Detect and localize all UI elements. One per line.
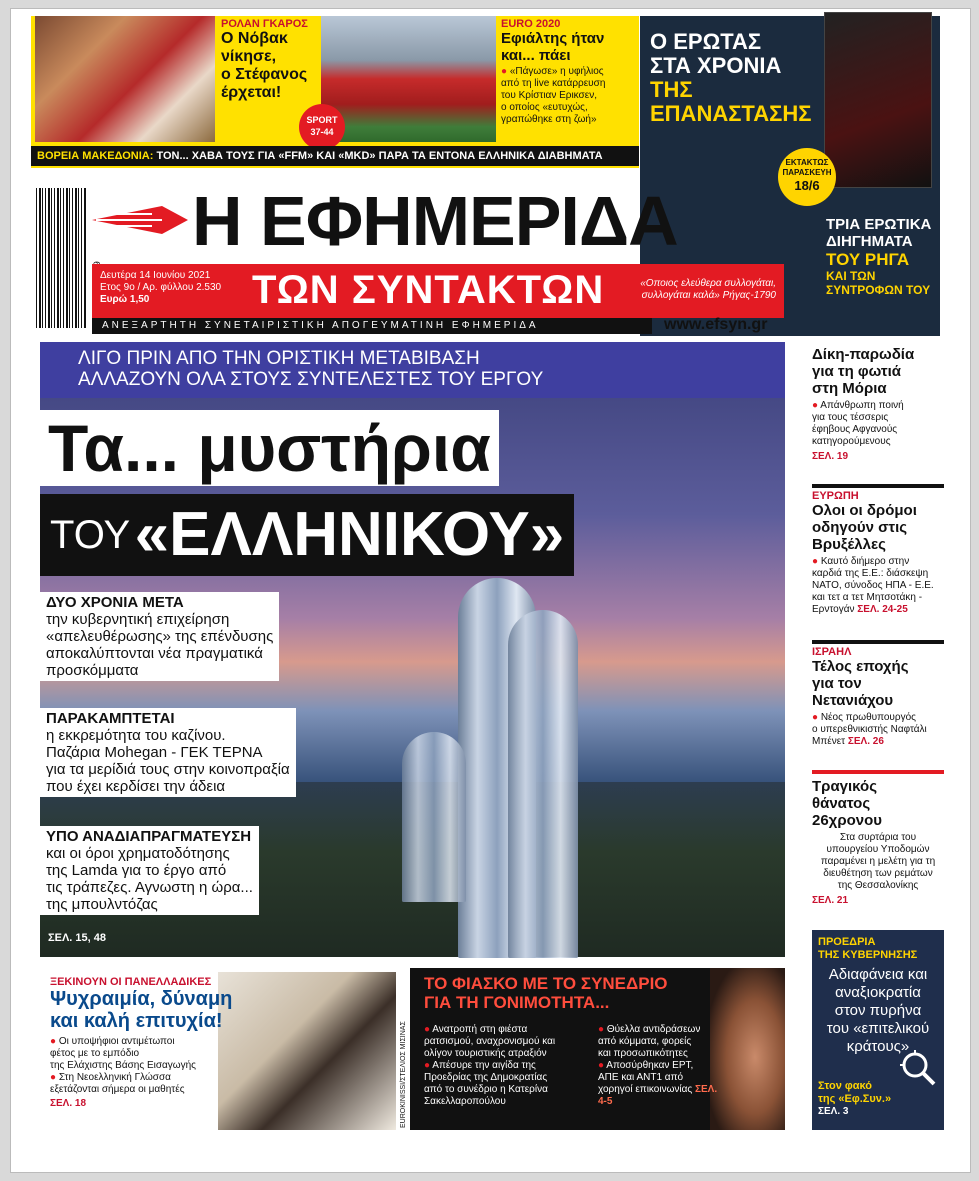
side-kicker: ΕΥΡΩΠΗ (812, 490, 859, 502)
lead-line: και οι όροι χρηματοδότησης (46, 845, 230, 862)
exams-headline-line: Ψυχραιμία, δύναμη (50, 988, 233, 1010)
sport-badge-label: SPORT (306, 115, 338, 125)
fertility-body-line: Αποσύρθηκαν ΕΡΤ, (606, 1060, 694, 1071)
promo-title-line: Ο ΕΡΩΤΑΣ (650, 29, 762, 54)
fertility-right-body (598, 1024, 718, 1108)
exams-body-line: Στη Νεοελληνική Γλώσσα (58, 1072, 171, 1083)
exams-text (50, 976, 250, 1109)
promo-subtitle-line: ΤΡΙΑ ΕΡΩΤΙΚΑ (826, 216, 932, 233)
fertility-headline (424, 974, 668, 1012)
main-headline-2-main: «ΕΛΛΗΝΙΚΟΥ» (134, 500, 565, 569)
side-body-line: καρδιά της Ε.Ε.: διάσκεψη (812, 568, 929, 579)
site-url-link[interactable]: www.efsyn.gr (664, 316, 768, 333)
lead-block (40, 826, 259, 915)
tennis-kicker: ΡΟΛΑΝ ΓΚΑΡΟΣ (221, 18, 308, 30)
side-body-line: έφηβους Αφγανούς (812, 424, 898, 435)
lead-line: η εκκρεμότητα του καζίνου. (46, 727, 226, 744)
tennis-photo (35, 16, 215, 142)
magnifier-icon (898, 1048, 938, 1088)
masthead-date: Δευτέρα 14 Ιουνίου 2021 (100, 270, 211, 281)
promo-subtitle-line: ΚΑΙ ΤΩΝ (826, 269, 876, 283)
side-body-line: κατηγορούμενους (812, 436, 891, 447)
side-body (812, 400, 944, 448)
macedonia-bar[interactable] (31, 146, 639, 166)
side-story[interactable] (812, 778, 944, 906)
tennis-headline-line: νίκησε, (221, 48, 277, 65)
exams-body-line: Οι υποψήφιοι αντιμέτωποι (58, 1036, 175, 1047)
masthead-quote (606, 278, 776, 302)
exams-body (50, 1036, 250, 1096)
side-headline (812, 658, 944, 709)
macedonia-bar-label: ΒΟΡΕΙΑ ΜΑΚΕΔΟΝΙΑ: (37, 150, 154, 162)
exams-page: ΣΕΛ. 18 (50, 1098, 87, 1109)
masthead-tagline: ΑΝΕΞΑΡΤΗΤΗ ΣΥΝΕΤΑΙΡΙΣΤΙΚΗ ΑΠΟΓΕΥΜΑΤΙΝΗ ΕΦΗΜΕΡΙΔΑ (92, 318, 652, 334)
bullet-icon: ● (812, 556, 819, 567)
tennis-headline (221, 30, 321, 102)
lead-line: που έχει κερδίσει την άδεια (46, 778, 226, 795)
masthead-red-bar (92, 264, 784, 318)
euro-headline-line: Εφιάλτης ήταν (501, 30, 605, 47)
side-headline (812, 778, 944, 829)
masthead-subtitle: ΤΩΝ ΣΥΝΤΑΚΤΩΝ (252, 268, 605, 312)
bullet-icon: ● (812, 712, 819, 723)
fertility-body-line: Σακελλαροπούλου (424, 1096, 506, 1107)
promo-subtitle-line: ΤΟΥ ΡΗΓΑ (826, 250, 910, 269)
side-headline-line: 26χρονου (812, 812, 882, 829)
fertility-body-line: χορηγοί επικοινωνίας (598, 1084, 693, 1095)
exams-kicker: ΞΕΚΙΝΟΥΝ ΟΙ ΠΑΝΕΛΛΑΔΙΚΕΣ (50, 976, 212, 988)
bullet-icon: ● (50, 1036, 57, 1047)
lead-bold: ΔΥΟ ΧΡΟΝΙΑ ΜΕΤΑ (46, 594, 184, 611)
side-body-line: Μπένετ (812, 736, 846, 747)
euro-body (501, 66, 635, 126)
gov-page: ΣΕΛ. 3 (818, 1106, 849, 1117)
fertility-body-line: Θύελλα αντιδράσεων (606, 1024, 701, 1035)
pregnant-woman-photo (710, 968, 785, 1130)
side-body-line: ο υπερεθνικιστής Ναφτάλι (812, 724, 927, 735)
macedonia-bar-text: ΤΟΝ... ΧΑΒΑ ΤΟΥΣ ΓΙΑ «FFM» ΚΑΙ «MKD» ΠΑΡΑ ΤΑ ΕΝΤΟΝΑ ΕΛΛΗΝΙΚΑ ΔΙΑΒΗΜΑΤΑ (156, 150, 603, 162)
exams-body-line: φέτος με το εμπόδιο (50, 1048, 140, 1059)
euro-body-line: ο οποίος «ευτυχώς, (501, 102, 588, 113)
bullet-icon: ● (501, 66, 508, 77)
lead-line: για τα μερίδιά τους στην κοινοπραξία (46, 761, 290, 778)
side-headline-line: Δίκη-παρωδία (812, 346, 915, 363)
gov-focus-line: της «Εφ.Συν.» (818, 1093, 892, 1105)
book-cover-image (824, 12, 932, 188)
euro-body-line: από τη live κατάρρευση (501, 78, 606, 89)
side-headline-line: Τέλος εποχής (812, 658, 909, 675)
side-headline-line: Τραγικός (812, 778, 878, 795)
side-body-line: Νέος πρωθυπουργός (820, 712, 916, 723)
football-photo (321, 16, 496, 142)
side-body-line: και τετ α τετ Μητσοτάκη - (812, 592, 923, 603)
tower-image (508, 610, 578, 958)
barcode (36, 188, 86, 328)
gov-headline-line: στον πυρήνα (834, 1002, 922, 1019)
euro-story[interactable] (501, 18, 635, 126)
side-headline-line: για τη φωτιά (812, 363, 901, 380)
side-body-line: Ερντογάν (812, 604, 855, 615)
side-headline (812, 502, 944, 553)
fertility-headline-line: ΓΙΑ ΤΗ ΓΟΝΙΜΟΤΗΤΑ... (424, 993, 610, 1012)
fertility-body-line: Προεδρίας της Δημοκρατίας (424, 1072, 548, 1083)
tennis-story[interactable] (221, 18, 321, 102)
promo-badge-line: ΕΚΤΑΚΤΩΣ (785, 158, 829, 167)
fertility-left-body (424, 1024, 594, 1108)
masthead-meta (100, 270, 221, 306)
photo-credit: EUROKINISSI/ΣΤΕΛΙΟΣ ΜΙΣΙΝΑΣ (400, 1021, 407, 1128)
lead-bold: ΠΑΡΑΚΑΜΠΤΕΤΑΙ (46, 710, 175, 727)
fertility-body-line: ΑΠΕ και ΑΝΤ1 από (598, 1072, 684, 1083)
main-headline-2-prefix: ΤΟΥ (50, 513, 131, 557)
bullet-icon: ● (598, 1060, 605, 1071)
fertility-body-line: από κόμματα, φορείς (598, 1036, 692, 1047)
lead-line: προσκόμματα (46, 662, 139, 679)
side-body (812, 556, 944, 616)
promo-subtitle (826, 216, 936, 297)
side-body-line: Στα συρτάρια του (839, 832, 917, 843)
tennis-headline-line: έρχεται! (221, 84, 282, 101)
gov-kicker-line: ΤΗΣ ΚΥΒΕΡΝΗΣΗΣ (818, 949, 918, 961)
side-headline-line: στη Μόρια (812, 380, 887, 397)
fertility-body-line: από το συνέδριο η Κατερίνα (424, 1084, 548, 1095)
main-story[interactable] (40, 342, 785, 957)
gov-headline-line: αναξιοκρατία (835, 984, 921, 1001)
lead-line: την κυβερνητική επιχείρηση (46, 611, 230, 628)
lead-line: της μπουλντόζας (46, 896, 158, 913)
promo-badge-line: ΠΑΡΑΣΚΕΥΗ (782, 168, 832, 177)
side-headline-line: θάνατος (812, 795, 871, 812)
lead-bold: ΥΠΟ ΑΝΑΔΙΑΠΡΑΓΜΑΤΕΥΣΗ (46, 828, 252, 845)
gov-headline-line: του «επιτελικού (826, 1020, 930, 1037)
government-box[interactable] (812, 930, 944, 1130)
exams-headline (50, 988, 250, 1032)
euro-body-line: «Πάγωσε» η υφήλιος (509, 66, 604, 77)
lead-line: της Lamda για το έργο από (46, 862, 227, 879)
promo-date-badge (778, 148, 836, 206)
main-kicker-line: ΛΙΓΟ ΠΡΙΝ ΑΠΟ ΤΗΝ ΟΡΙΣΤΙΚΗ ΜΕΤΑΒΙΒΑΣΗ (78, 348, 480, 369)
gov-focus (818, 1080, 891, 1117)
exams-body-line: της Ελάχιστης Βάσης Εισαγωγής (50, 1060, 196, 1071)
side-story[interactable] (812, 346, 944, 462)
exams-body-line: εξετάζονται σήμερα οι μαθητές (50, 1084, 185, 1095)
main-kicker-line: ΑΛΛΑΖΟΥΝ ΟΛΑ ΣΤΟΥΣ ΣΥΝΤΕΛΕΣΤΕΣ ΤΟΥ ΕΡΓΟΥ (78, 369, 544, 390)
promo-title-line: ΤΗΣ (650, 77, 693, 102)
fertility-body-line: Απέσυρε την αιγίδα της (432, 1060, 536, 1071)
exams-story[interactable] (40, 972, 407, 1130)
bullet-icon: ● (50, 1072, 57, 1083)
promo-title-line: ΣΤΑ ΧΡΟΝΙΑ (650, 53, 782, 78)
lead-line: Παζάρια Mohegan - ΓΕΚ ΤΕΡΝΑ (46, 744, 263, 761)
side-body-line: υπουργείου Υποδομών (826, 844, 930, 855)
divider (812, 640, 944, 644)
bullet-icon: ● (424, 1060, 431, 1071)
euro-body-line: του Κρίστιαν Ερικσεν, (501, 90, 597, 101)
tennis-headline-line: Ο Νόβακ (221, 30, 288, 47)
side-headline (812, 346, 944, 397)
fertility-body-line: Ανατροπή στη φιέστα (432, 1024, 528, 1035)
lead-block (40, 708, 296, 797)
side-page: ΣΕΛ. 26 (847, 736, 884, 747)
side-body-line: διευθέτηση των ρεμάτων (823, 868, 933, 879)
promo-title-line: ΕΠΑΝΑΣΤΑΣΗΣ (650, 101, 812, 126)
side-story[interactable] (812, 646, 944, 748)
gov-focus-line: Στον φακό (818, 1080, 873, 1092)
side-page: ΣΕΛ. 19 (812, 451, 849, 462)
euro-body-line: γραπώθηκε στη ζωή» (501, 114, 597, 125)
lead-line: αποκαλύπτονται νέα πραγματικά (46, 645, 263, 662)
side-body-line: παραμένει η μελέτη για τη (820, 856, 936, 867)
side-headline-line: Βρυξέλλες (812, 536, 886, 553)
bullet-icon: ● (424, 1024, 431, 1035)
main-headline-2[interactable] (40, 494, 574, 576)
fertility-body-line: ολίγον τουριστικής ατραξιόν (424, 1048, 547, 1059)
side-headline-line: Νετανιάχου (812, 692, 894, 709)
euro-kicker: EURO 2020 (501, 18, 561, 30)
bullet-icon: ● (812, 400, 819, 411)
divider (812, 770, 944, 774)
fertility-body-line: και προσωπικότητες (598, 1048, 688, 1059)
promo-subtitle-line: ΣΥΝΤΡΟΦΩΝ ΤΟΥ (826, 283, 931, 297)
side-page: ΣΕΛ. 24-25 (857, 604, 908, 615)
fertility-body-line: ρατσισμού, αναχρονισμού και (424, 1036, 556, 1047)
side-body (812, 832, 944, 892)
side-body-line: ΝΑΤΟ, σύνοδος ΗΠΑ - Ε.Ε. (812, 580, 934, 591)
side-body-line: για τους τέσσερις (812, 412, 889, 423)
exams-headline-line: και καλή επιτυχία! (50, 1010, 223, 1032)
masthead-price: Ευρώ 1,50 (100, 294, 150, 305)
side-headline-line: για τον (812, 675, 862, 692)
main-pages[interactable]: ΣΕΛ. 15, 48 (48, 932, 106, 944)
masthead-quote-line: συλλογάται καλά» Ρήγας-1790 (641, 290, 776, 301)
sport-badge[interactable] (299, 104, 345, 150)
lead-line: «απελευθέρωσης» της επένδυσης (46, 628, 274, 645)
fertility-story[interactable] (410, 968, 785, 1130)
gov-headline-line: κράτους» (846, 1038, 910, 1055)
gov-headline-line: Αδιαφάνεια και (828, 966, 928, 983)
side-body-line: Απάνθρωπη ποινή (820, 400, 904, 411)
euro-headline (501, 30, 635, 64)
side-story[interactable] (812, 490, 944, 616)
gov-headline (816, 966, 940, 1056)
gov-kicker (818, 936, 917, 962)
sport-badge-pages: 37-44 (310, 127, 334, 137)
fertility-page: ΣΕΛ. 4-5 (598, 1084, 718, 1107)
fertility-headline-line: ΤΟ ΦΙΑΣΚΟ ΜΕ ΤΟ ΣΥΝΕΔΡΙΟ (424, 974, 668, 993)
side-body-line: της Θεσσαλονίκης (837, 880, 919, 891)
side-page: ΣΕΛ. 21 (812, 895, 849, 906)
lead-line: τις τράπεζες. Αγνωστη η ώρα... (46, 879, 253, 896)
promo-subtitle-line: ΔΙΗΓΗΜΑΤΑ (826, 233, 913, 250)
promo-title (650, 30, 810, 126)
divider (812, 484, 944, 488)
promo-badge-date: 18/6 (794, 178, 820, 193)
euro-headline-line: και... πάει (501, 47, 571, 64)
pen-logo-icon (92, 200, 188, 240)
gov-kicker-line: ΠΡΟΕΔΡΙΑ (818, 936, 876, 948)
main-headline-1[interactable]: Τα... μυστήρια (40, 410, 499, 486)
lead-block (40, 592, 279, 681)
bullet-icon: ● (598, 1024, 605, 1035)
masthead-issue: Ετος 9ο / Αρ. φύλλου 2.530 (100, 282, 222, 293)
side-headline-line: Ολοι οι δρόμοι (812, 502, 917, 519)
tower-image (402, 732, 466, 902)
side-body-line: Καυτό διήμερο στην (820, 556, 910, 567)
tennis-headline-line: ο Στέφανος (221, 66, 308, 83)
side-headline-line: οδηγούν στις (812, 519, 908, 536)
masthead-quote-line: «Οποιος ελεύθερα συλλογάται, (640, 278, 776, 289)
masthead-title[interactable]: Η ΕΦΗΜΕΡΙΔΑ (192, 182, 678, 260)
side-kicker: ΙΣΡΑΗΛ (812, 646, 852, 658)
side-body (812, 712, 944, 748)
main-kicker (40, 342, 785, 398)
